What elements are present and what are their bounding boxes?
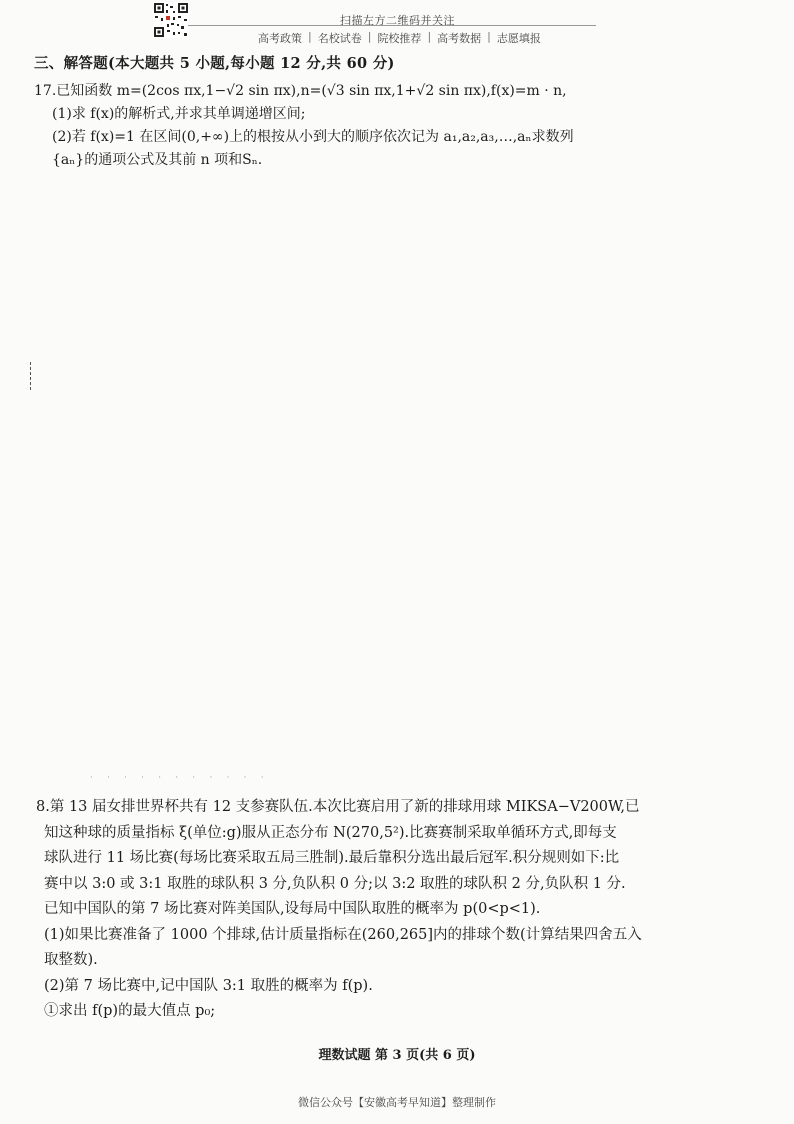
question-17-part1: (1)求 f(x)的解析式,并求其单调递增区间; <box>52 106 306 122</box>
question-17-part2-line2: {aₙ}的通项公式及其前 n 项和Sₙ. <box>52 152 263 168</box>
question-18-part1-line2: 取整数). <box>44 952 98 968</box>
question-18-part2: (2)第 7 场比赛中,记中国队 3:1 取胜的概率为 f(p). <box>44 977 373 994</box>
binding-margin-mark <box>30 362 35 390</box>
header-divider <box>188 25 596 26</box>
credit-line: 微信公众号【安徽高考早知道】整理制作 <box>298 1096 496 1109</box>
question-17-part2-line1: (2)若 f(x)=1 在区间(0,+∞)上的根按从小到大的顺序依次记为 a₁,a₂,a₃,…,aₙ求数列 <box>52 129 574 145</box>
question-18-part2-sub1: ①求出 f(p)的最大值点 p₀; <box>44 1003 216 1019</box>
header-tag: 高考政策 <box>258 32 302 45</box>
header-tag: 志愿填报 <box>496 32 541 45</box>
header-scan-note: 扫描左方二维码并关注 <box>340 14 455 27</box>
question-18-line: 球队进行 11 场比赛(每场比赛采取五局三胜制).最后靠积分选出最后冠军.积分规则如下:比 <box>44 850 620 866</box>
qr-code-icon <box>153 2 189 38</box>
header-tag: 院校推荐 <box>377 32 422 45</box>
question-18-part1-line1: (1)如果比赛准备了 1000 个排球,估计质量指标在(260,265]内的排球个数(计算结果四舍五入 <box>44 926 642 943</box>
question-17 <box>34 80 774 172</box>
header-separator: | <box>487 30 491 43</box>
question-18 <box>36 795 776 1025</box>
header-separator: | <box>427 30 432 43</box>
scan-dots: · · · · · · · · · · · <box>90 773 270 782</box>
header-tag: 名校试卷 <box>317 32 362 45</box>
header-separator: | <box>367 30 372 43</box>
question-17-stem: 17.已知函数 m=(2cos πx,1−√2 sin πx),n=(√3 sin πx,1+√2 sin πx),f(x)=m · n, <box>34 83 567 99</box>
header-tag: 高考数据 <box>437 32 482 45</box>
question-18-line: 已知中国队的第 7 场比赛对阵美国队,设每局中国队取胜的概率为 p(0<p<1). <box>44 901 541 917</box>
header-separator: | <box>308 30 312 43</box>
page-footer: 理数试题 第 3 页(共 6 页) <box>318 1048 476 1063</box>
header-tags <box>258 30 541 46</box>
question-18-line: 8.第 13 届女排世界杯共有 12 支参赛队伍.本次比赛启用了新的排球用球 MIKSA−V200W,已 <box>36 799 640 815</box>
question-18-line: 赛中以 3:0 或 3:1 取胜的球队积 3 分,负队积 0 分;以 3:2 取胜的球队积 2 分,负队积 1 分. <box>44 875 626 892</box>
question-18-line: 知这种球的质量指标 ξ(单位:g)服从正态分布 N(270,5²).比赛赛制采取单循环方式,即每支 <box>44 824 617 841</box>
section-title: 三、解答题(本大题共 5 小题,每小题 12 分,共 60 分) <box>34 55 395 72</box>
